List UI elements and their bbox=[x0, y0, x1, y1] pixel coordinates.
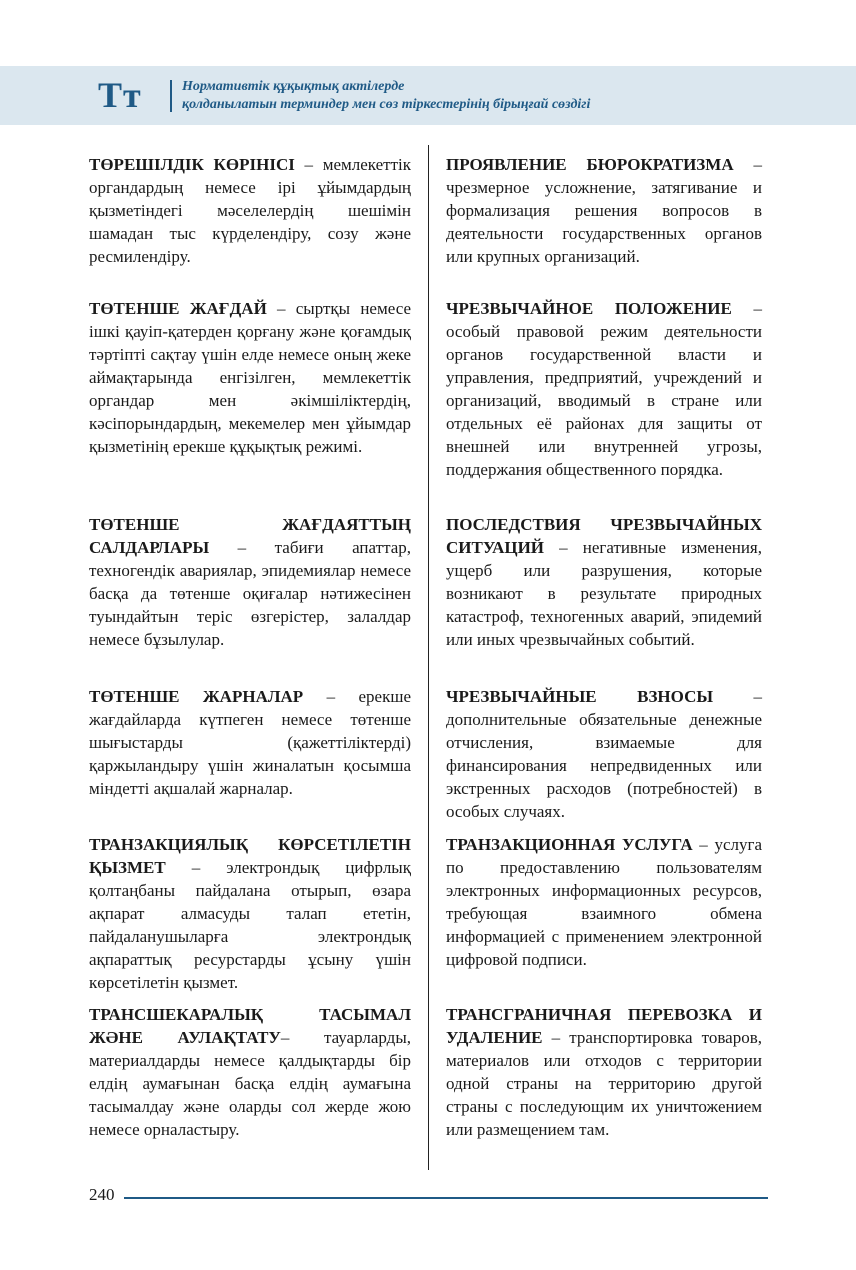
definition-kk: – мемлекеттік органдардың немесе ірі ұйымдардың қызметіндегі мәселелердің шешімін шамадан тыс күрделендіру, созу және ресмилендіру. bbox=[89, 155, 412, 266]
term-kk: ТӨРЕШІЛДІК КӨРІНІСІ bbox=[89, 155, 295, 174]
term-kk: ТРАНСШЕКАРАЛЫҚ ТАСЫМАЛ ЖӘНЕ АУЛАҚТАТУ bbox=[89, 1005, 411, 1047]
term-kk: ТӨТЕНШЕ ЖАҒДАЯТТЫҢ САЛДАРЛАРЫ bbox=[89, 515, 411, 557]
entry-kk-3 bbox=[89, 513, 411, 651]
definition-kk: – тауарларды, материалдарды немесе қалдықтарды бір елдің аумағынан басқа елдің аумағына тасымалдау және оларды сол жерде жою немесе орналастыру. bbox=[89, 1028, 412, 1139]
term-ru: ПРОЯВЛЕНИЕ БЮРОКРАТИЗМА bbox=[446, 155, 734, 174]
definition-ru: – дополнительные обязательные денежные отчисления, взимаемые для финансирования непредвиденных или экстренных расходов (потребностей) в особых случаях. bbox=[446, 687, 763, 821]
header-divider bbox=[170, 80, 172, 112]
footer-rule bbox=[124, 1197, 768, 1199]
definition-kk: – ерекше жағдайларда күтпеген немесе төтенше шығыстарды (қажеттіліктерді) қаржыландыру үшін жиналатын қосымша міндетті ақшалай жарналар. bbox=[89, 687, 411, 798]
term-ru: ТРАНЗАКЦИОННАЯ УСЛУГА bbox=[446, 835, 693, 854]
entry-ru-3 bbox=[446, 513, 762, 651]
column-divider bbox=[428, 145, 429, 1170]
entry-kk-4 bbox=[89, 685, 411, 800]
definition-kk: – сыртқы немесе ішкі қауіп-қатерден қорғану және қоғамдық тәртіпті сақтау үшін елде немесе оның жеке аймақтарында енгізілген, мемлекеттік органдар мен әкімшіліктердің, кәсіпорындардың, мекемелер мен ұйымдар қызметінің ерекше құқықтық режимі. bbox=[89, 299, 411, 456]
term-ru: ПОСЛЕДСТВИЯ ЧРЕЗВЫЧАЙНЫХ СИТУАЦИЙ bbox=[446, 515, 762, 557]
entry-ru-1 bbox=[446, 153, 762, 268]
definition-ru: – транспортировка товаров, материалов или отходов с территории одной страны на территорию другой страны с последующим их уничтожением или размещением там. bbox=[446, 1028, 762, 1139]
running-header-line-2: қолданылатын терминдер мен сөз тіркестерінің бірыңғай сөздігі bbox=[182, 97, 591, 112]
entry-ru-2 bbox=[446, 297, 762, 481]
section-letter: Тт bbox=[98, 75, 142, 115]
entry-kk-5 bbox=[89, 833, 411, 994]
entry-ru-6 bbox=[446, 1003, 762, 1141]
term-ru: ЧРЕЗВЫЧАЙНОЕ ПОЛОЖЕНИЕ bbox=[446, 299, 732, 318]
definition-kk: – электрондық цифрлық қолтаңбаны пайдалана отырып, өзара ақпарат алмасуды талап ететін, пайдаланушыларға электрондық ақпараттық ресурстарды ұсыну үшін көрсетілетін қызмет. bbox=[89, 858, 411, 992]
page-number: 240 bbox=[89, 1185, 115, 1204]
term-kk: ТРАНЗАКЦИЯЛЫҚ КӨРСЕТІЛЕТІН ҚЫЗМЕТ bbox=[89, 835, 411, 877]
running-header bbox=[182, 78, 590, 114]
entry-ru-5 bbox=[446, 833, 762, 971]
term-kk: ТӨТЕНШЕ ЖАҒДАЙ bbox=[89, 299, 267, 318]
entry-kk-6 bbox=[89, 1003, 411, 1141]
term-kk: ТӨТЕНШЕ ЖАРНАЛАР bbox=[89, 687, 304, 706]
definition-ru: – особый правовой режим деятельности органов государственной власти и управления, предприятий, учреждений и организаций, вводимый в стране или отдельных её районах для защиты от внешней или внутренней угрозы, поддержания общественного порядка. bbox=[446, 299, 762, 479]
definition-kk: – табиғи апаттар, техногендік авариялар, эпидемиялар немесе басқа да төтенше оқиғалар нәтижесінен туындайтын теріс өзгерістер, залалдар немесе бұзылулар. bbox=[89, 538, 411, 649]
running-header-line-1: Нормативтік құқықтық актілерде bbox=[182, 79, 405, 94]
term-ru: ЧРЕЗВЫЧАЙНЫЕ ВЗНОСЫ bbox=[446, 687, 714, 706]
term-ru: ТРАНСГРАНИЧНАЯ ПЕРЕВОЗКА И УДАЛЕНИЕ bbox=[446, 1005, 762, 1047]
entry-kk-1 bbox=[89, 153, 411, 268]
entry-kk-2 bbox=[89, 297, 411, 458]
definition-ru: – чрезмерное усложнение, затягивание и формализация решения вопросов в деятельности государственных органов или крупных организаций. bbox=[446, 155, 762, 266]
definition-ru: – негативные изменения, ущерб или разрушения, которые возникают в результате природных катастроф, техногенных аварий, эпидемий или иных чрезвычайных событий. bbox=[446, 538, 762, 649]
entry-ru-4 bbox=[446, 685, 762, 823]
definition-ru: – услуга по предоставлению пользователям электронных информационных ресурсов, требующая взаимного обмена информацией с применением электронной цифровой подписи. bbox=[446, 835, 762, 969]
